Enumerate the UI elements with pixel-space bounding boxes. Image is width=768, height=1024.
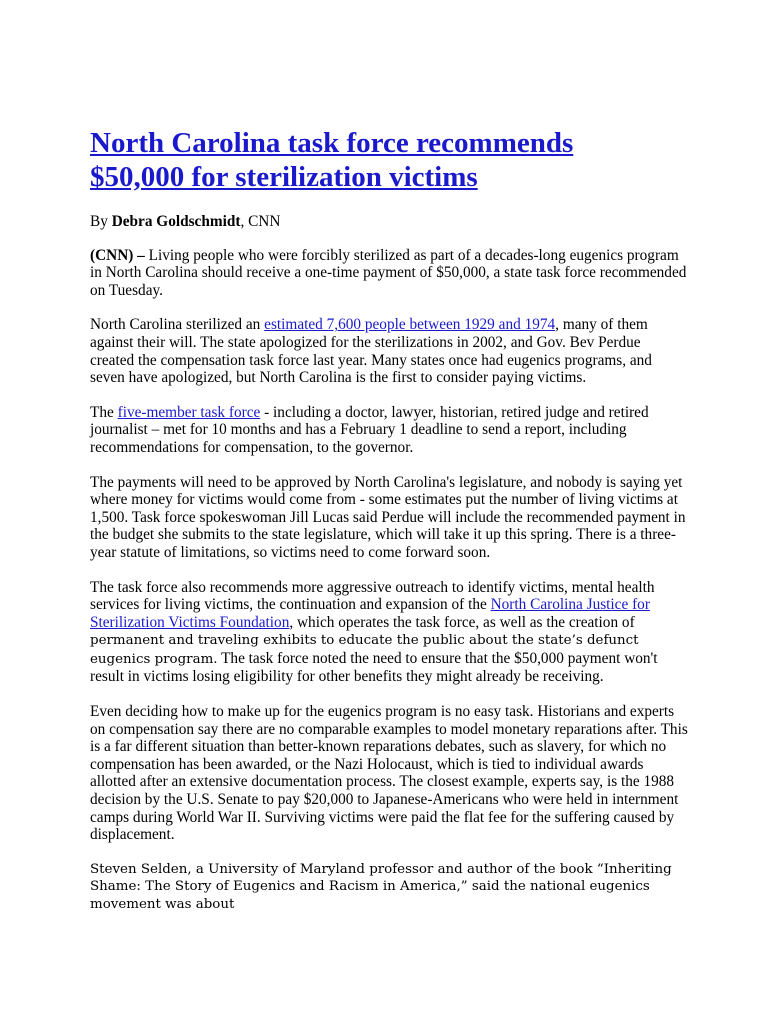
paragraph-1-text: Living people who were forcibly sterilized as part of a decades-long eugenics program in North Carolina should receive a one-time payment of $50,000, a state task force recommended on Tuesday. <box>90 246 687 299</box>
paragraph-5-alt-font: permanent and traveling exhibits to educate the public about the state’s defunct eugenics program. <box>90 633 639 667</box>
paragraph-5 <box>90 579 690 687</box>
paragraph-3-before: The <box>90 403 118 421</box>
paragraph-4: The payments will need to be approved by North Carolina's legislature, and nobody is saying yet where money for victims would come from - some estimates put the number of living victims at 1,500. Task force spokeswoman Jill Lucas said Perdue will include the recommended payment in the budget she submits to the state legislature, which will take it up this spring. There is a three-year statute of limitations, so victims need to come forward soon. <box>90 473 686 561</box>
headline-line-1: North Carolina task force recommends <box>90 127 574 159</box>
paragraph-6: Even deciding how to make up for the eugenics program is no easy task. Historians and experts on compensation say there are no comparable examples to model monetary reparations after. This is a far different situation than better-known reparations debates, such as slavery, for which no compensation has been awarded, or the Nazi Holocaust, which is tied to individual awards allotted after an extensive documentation process. The closest example, experts say, is the 1988 decision by the U.S. Senate to pay $20,000 to Japanese-Americans who were held in internment camps during World War II. Surviving victims were paid the flat fee for the suffering caused by displacement. <box>90 703 688 844</box>
headline-link[interactable] <box>90 127 573 193</box>
paragraph-5-after: The task force noted the need to ensure that the $50,000 payment won't result in victims losing eligibility for other benefits they might already be receiving. <box>90 649 658 686</box>
paragraph-5-before: The task force also recommends more aggressive outreach to identify victims, mental health services for living victims, the continuation and expansion of the <box>90 578 655 614</box>
dateline: (CNN) – <box>90 246 145 264</box>
headline <box>90 126 690 194</box>
paragraph-3-after: - including a doctor, lawyer, historian, retired judge and retired journalist – met for 10 months and has a February 1 deadline to send a report, including recommendations for compensation, to the governor. <box>90 403 649 456</box>
byline <box>90 213 690 231</box>
foundation-link[interactable]: North Carolina Justice for Sterilization Victims Foundation <box>90 596 650 631</box>
paragraph-2 <box>90 316 690 386</box>
byline-outlet: , CNN <box>240 213 281 230</box>
article <box>90 126 690 931</box>
paragraph-7: Steven Selden, a University of Maryland professor and author of the book “Inheriting Shame: The Story of Eugenics and Racism in America,” said the national eugenics movement was about <box>90 861 672 912</box>
estimated-victims-link[interactable]: estimated 7,600 people between 1929 and 1974 <box>264 316 556 334</box>
paragraph-2-after: , many of them against their will. The state apologized for the sterilizations in 2002, and Gov. Bev Perdue created the compensation task force last year. Many states once had eugenics programs, and seven have apologized, but North Carolina is the first to consider paying victims. <box>90 316 652 387</box>
paragraph-1 <box>90 247 690 300</box>
paragraph-3 <box>90 404 690 457</box>
headline-line-2: $50,000 for sterilization victims <box>90 161 478 193</box>
byline-prefix: By <box>90 213 112 230</box>
task-force-link[interactable]: five-member task force <box>117 403 261 421</box>
paragraph-2-before: North Carolina sterilized an <box>90 316 265 334</box>
paragraph-5-middle: , which operates the task force, as well as the creation of <box>289 613 635 631</box>
byline-author: Debra Goldschmidt <box>111 213 241 230</box>
